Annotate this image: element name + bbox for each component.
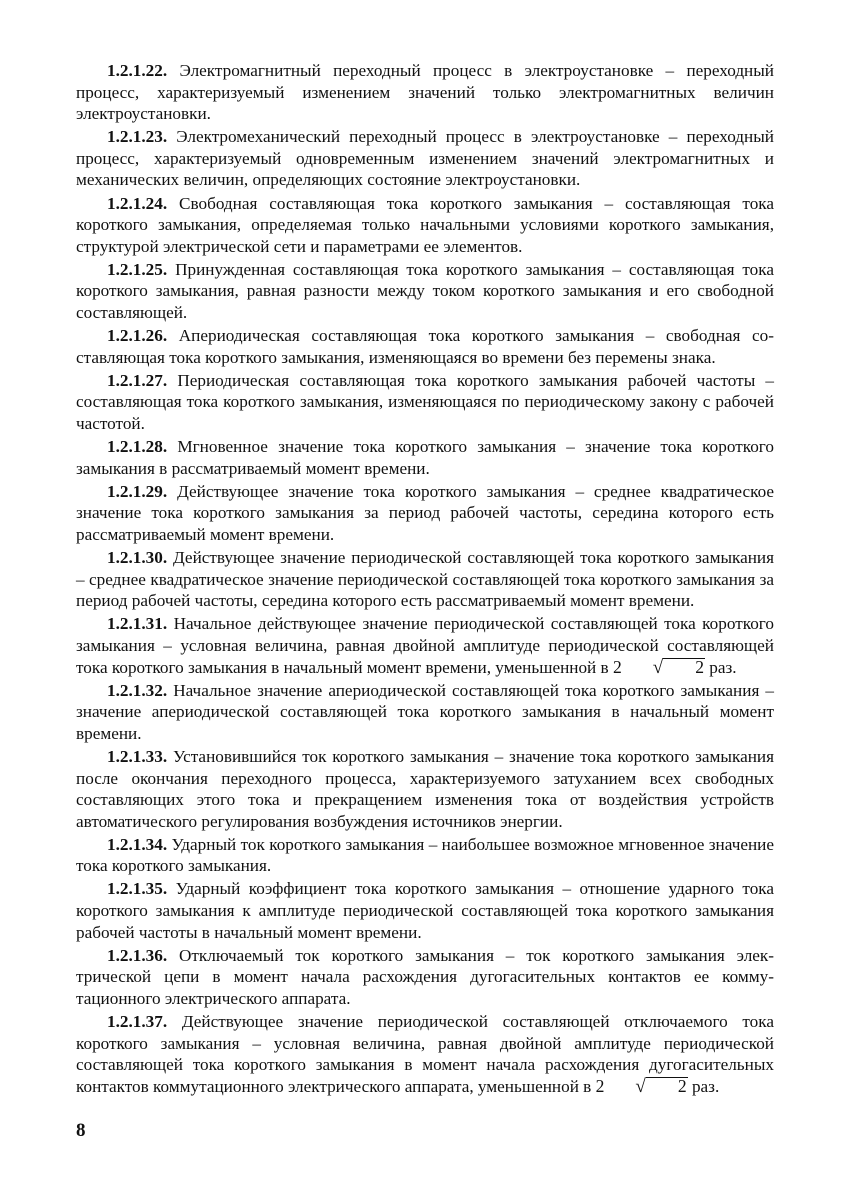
clause-number: 1.2.1.25. [107, 259, 168, 279]
clause-number: 1.2.1.35. [107, 879, 168, 899]
clause-number: 1.2.1.29. [107, 481, 168, 501]
clause-text: Апериодическая составляющая тока короткого замыкания – свободная составляющая тока короткого замыкания, изменяющаяся во времени без перемены знака. [76, 326, 775, 367]
formula-coefficient: 2 [612, 656, 622, 677]
definition-1-2-1-27 [76, 370, 774, 435]
definition-1-2-1-30 [76, 547, 774, 612]
clause-text: Установившийся ток короткого замыкания – значение тока короткого замыкания после окончания переходного процесса, характеризуемого затуханием всех свободных составляющих этого тока и прекращением изменения тока от воздействия устройств автоматического регулирования возбуждения источников энергии. [76, 746, 775, 831]
clause-number: 1.2.1.31. [107, 614, 168, 634]
clause-text: Свободная составляющая тока короткого замыкания – составляющая тока короткого замыкания, определяемая только начальными условиями короткого замыкания, структурой электрической сети и параметрами ее элементов. [76, 193, 775, 256]
clause-number: 1.2.1.24. [107, 193, 168, 213]
definition-1-2-1-31 [76, 613, 774, 678]
definition-1-2-1-35 [76, 878, 774, 943]
clause-number: 1.2.1.33. [107, 746, 168, 766]
clause-number: 1.2.1.30. [107, 548, 168, 568]
clause-text: Начальное значение апериодической составляющей тока короткого замыкания – значение апериодической составляющей тока короткого замыкания в начальный момент времени. [76, 680, 774, 743]
clause-tail: раз. [691, 1076, 720, 1096]
formula-radicand: 2 [663, 658, 705, 676]
definition-1-2-1-22 [76, 60, 774, 125]
clause-text: Действующее значение периодической составляющей тока короткого замыкания – среднее квадратическое значение периодической составляющей тока короткого замыкания за период рабочей частоты, середина которого есть рассматриваемый момент времени. [76, 548, 775, 611]
definition-1-2-1-34 [76, 834, 774, 877]
definition-1-2-1-26 [76, 325, 774, 368]
clause-number: 1.2.1.23. [107, 127, 168, 147]
clause-number: 1.2.1.26. [107, 326, 168, 346]
definition-1-2-1-28 [76, 436, 774, 479]
clause-number: 1.2.1.32. [107, 680, 168, 700]
clause-text: Электромагнитный переходный процесс в электроустановке – переходный процесс, характеризуемый изменением значений только электромагнитных величин электроустановки. [76, 61, 775, 124]
clause-text: Электромеханический переходный процесс в электроустановке – переходный процесс, характеризуемый одновременным изменением значений электромагнитных и механических величин, определяющих состояние электроустановки. [76, 127, 774, 190]
sqrt-symbol: √ 2 [652, 656, 704, 678]
clause-tail: раз. [709, 657, 737, 677]
clause-number: 1.2.1.34. [107, 834, 168, 854]
clause-text: Ударный коэффициент тока короткого замыкания – отношение ударного тока короткого замыкания к амплитуде периодической составляющей тока короткого замыкания рабочей частоты в начальный момент времени. [76, 879, 775, 942]
clause-text: Начальное действующее значение периодической составляющей тока короткого замыкания – условная величина, равная двойной амплитуде периодической составляющей тока короткого замыкания в начальный момент времени, уменьшенной в [76, 614, 775, 677]
definition-1-2-1-23 [76, 126, 774, 191]
clause-text: Действующее значение тока короткого замыкания – среднее квадратическое значение тока короткого замыкания за период рабочей частоты, середина которого есть рассматриваемый момент времени. [76, 481, 775, 544]
document-page [76, 60, 774, 1099]
clause-text: Действующее значение периодической составляющей отключаемого тока короткого замыкания – условная величина, равная двойной амплитуде периодической составляющей тока короткого замыкания в момент начала расхождения дугогасительных контактов коммутационного электрического аппарата, уменьшенной в [76, 1012, 774, 1096]
clause-number: 1.2.1.36. [107, 945, 168, 965]
formula-coefficient: 2 [595, 1075, 605, 1096]
clause-text: Мгновенное значение тока короткого замыкания – значение тока короткого замыкания в рассматриваемый момент времени. [76, 437, 774, 478]
clause-number: 1.2.1.27. [107, 370, 168, 390]
definition-1-2-1-25 [76, 259, 774, 324]
formula-radicand: 2 [646, 1077, 688, 1095]
definition-1-2-1-24 [76, 193, 774, 258]
page-number: 8 [76, 1120, 86, 1141]
clause-text: Отключаемый ток короткого замыкания – ток короткого замыкания электрической цепи в момент начала расхождения дугогасительных контактов ее коммутационного электрического аппарата. [76, 945, 775, 1008]
clause-text: Периодическая составляющая тока короткого замыкания рабочей частоты – составляющая тока короткого замыкания, изменяющаяся по периодическому закону с рабочей частотой. [76, 370, 774, 433]
sqrt-symbol: √ 2 [635, 1075, 687, 1097]
clause-number: 1.2.1.22. [107, 61, 168, 80]
formula-two-sqrt-two [596, 1076, 688, 1096]
clause-number: 1.2.1.28. [107, 437, 168, 457]
formula-two-sqrt-two [613, 657, 705, 677]
clause-text: Принужденная составляющая тока короткого замыкания – составляющая тока короткого замыкания, равная разности между током короткого замыкания и его свободной составляющей. [76, 259, 774, 323]
definition-1-2-1-37 [76, 1011, 774, 1097]
definition-1-2-1-36 [76, 945, 774, 1010]
definition-1-2-1-32 [76, 680, 774, 745]
clause-number: 1.2.1.37. [107, 1012, 168, 1032]
definition-1-2-1-33 [76, 746, 774, 832]
definition-1-2-1-29 [76, 481, 774, 546]
clause-text: Ударный ток короткого замыкания – наибольшее возможное мгновенное значение тока короткого замыкания. [76, 834, 774, 876]
